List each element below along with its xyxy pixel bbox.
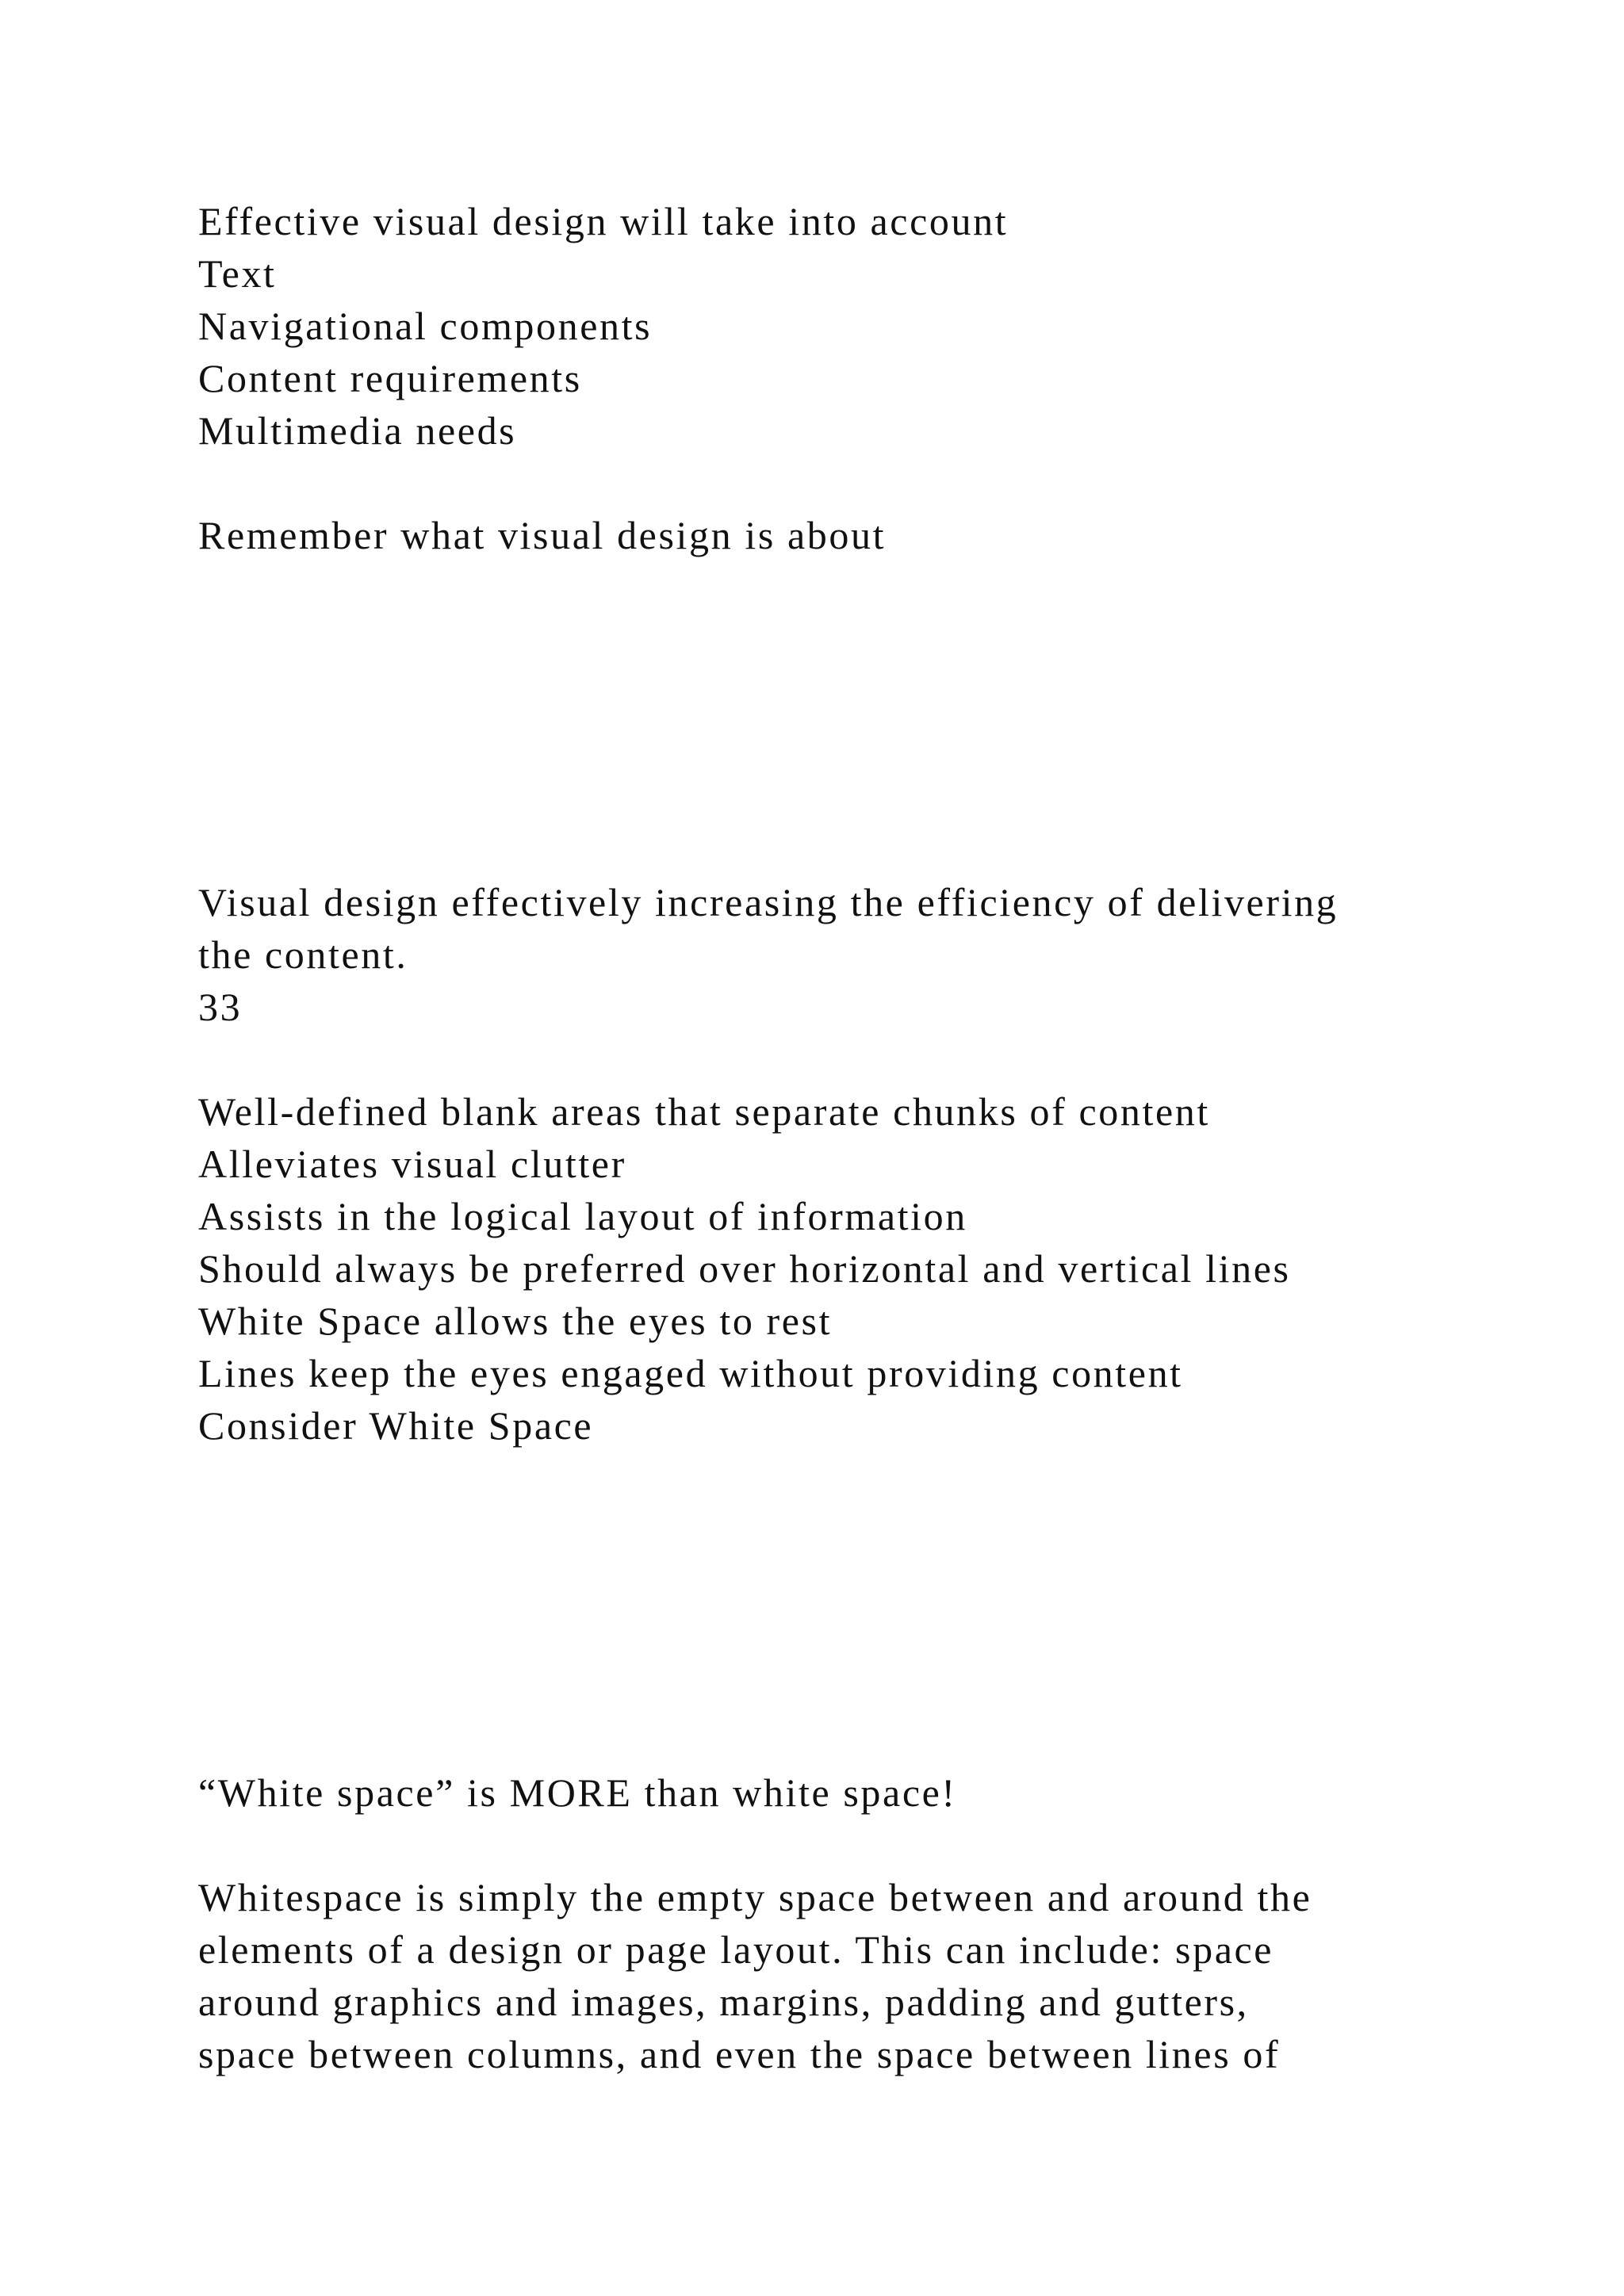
- list-item: Well-defined blank areas that separate chunks of content: [198, 1089, 1210, 1134]
- paragraph-line: space between columns, and even the space between lines of: [198, 2032, 1281, 2076]
- paragraph-line: elements of a design or page layout. This can include: space: [198, 1927, 1274, 1972]
- paragraph-line: Whitespace is simply the empty space between and around the: [198, 1875, 1312, 1919]
- list-item: Should always be preferred over horizontal and vertical lines: [198, 1246, 1291, 1291]
- slide-number: 33: [198, 985, 243, 1029]
- list-item: Text: [198, 251, 277, 296]
- list-item: Alleviates visual clutter: [198, 1142, 626, 1186]
- list-item: Assists in the logical layout of information: [198, 1194, 967, 1238]
- list-item: Content requirements: [198, 356, 582, 400]
- paragraph-line: Visual design effectively increasing the efficiency of delivering: [198, 880, 1339, 924]
- list-item: Navigational components: [198, 304, 653, 348]
- section-heading: Effective visual design will take into account: [198, 199, 1009, 243]
- reminder-text: Remember what visual design is about: [198, 513, 887, 557]
- paragraph-line: around graphics and images, margins, padding and gutters,: [198, 1980, 1249, 2024]
- list-item: Lines keep the eyes engaged without providing content: [198, 1351, 1183, 1395]
- list-item: Multimedia needs: [198, 408, 517, 453]
- list-item: White Space allows the eyes to rest: [198, 1299, 833, 1343]
- paragraph-line: the content.: [198, 932, 408, 977]
- list-item: Consider White Space: [198, 1403, 594, 1448]
- section-title: “White space” is MORE than white space!: [198, 1770, 957, 1815]
